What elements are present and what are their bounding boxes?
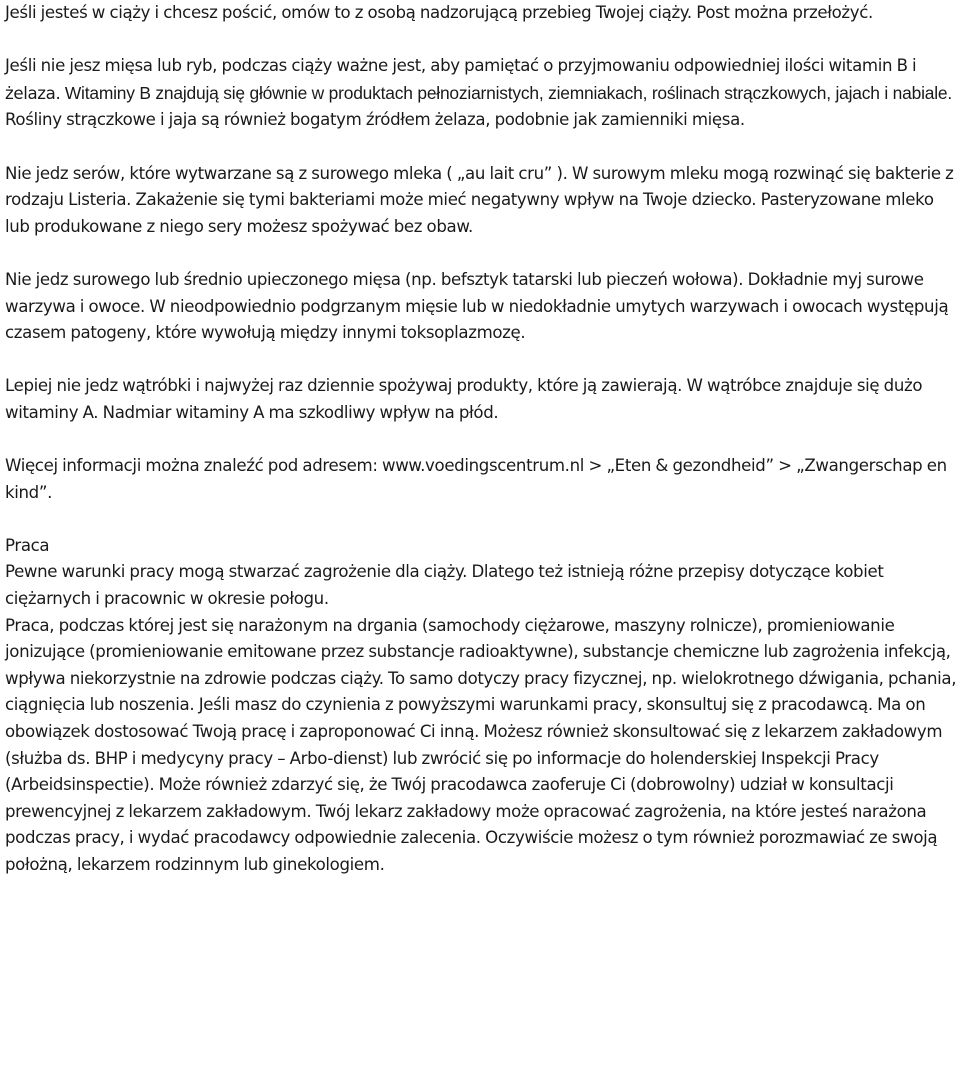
text-listeria: W surowym mleku mogą rozwinąć się bakterie z rodzaju Listeria. xyxy=(5,163,954,210)
paragraph-gap xyxy=(5,427,957,454)
document-body xyxy=(5,0,957,879)
paragraph-gap xyxy=(5,240,957,267)
paragraph-gap xyxy=(5,27,957,54)
text-vitamin-b-sources: Witaminy B znajdują się głównie w produktach pełnoziarnistych, ziemniakach, roślinach strączkowych, jajach i nabiale. xyxy=(64,82,952,103)
paragraph-gap xyxy=(5,506,957,533)
text-wash-vegetables: Dokładnie myj surowe warzywa i owoce. xyxy=(5,269,924,316)
text-fasting: Jeśli jesteś w ciąży i chcesz pościć, omów to z osobą nadzorującą przebieg Twojej ciąży. Post można przełożyć. xyxy=(5,3,873,22)
paragraph-gap xyxy=(5,134,957,161)
paragraph-raw-cheese xyxy=(5,161,957,241)
text-infection-effect: Zakażenie się tymi bakteriami może mieć negatywny wpływ na Twoje dziecko. xyxy=(135,190,757,210)
paragraph-work-intro xyxy=(5,559,957,612)
paragraph-raw-meat xyxy=(5,267,957,347)
paragraph-liver xyxy=(5,373,957,426)
paragraph-fasting xyxy=(5,0,957,27)
text-raw-meat: Nie jedz surowego lub średnio upieczonego mięsa (np. befsztyk tatarski lub pieczeń wołowa). xyxy=(5,269,744,289)
text-work-regulations: Dlatego też istnieją różne przepisy dotyczące kobiet ciężarnych i pracownic w okresie połogu. xyxy=(5,562,884,609)
text-vitamin-a: W wątróbce znajduje się dużo witaminy A. xyxy=(5,376,923,422)
paragraph-work-details xyxy=(5,613,957,879)
text-liver: Lepiej nie jedz wątróbki i najwyżej raz dziennie spożywaj produkty, które ją zawierają. xyxy=(5,376,683,396)
paragraph-more-info xyxy=(5,453,957,506)
text-more-info: Więcej informacji można znaleźć pod adresem: www.voedingscentrum.nl > „Eten & gezondheid” > „Zwangerschap en kind”. xyxy=(5,456,947,502)
text-work-details: Praca, podczas której jest się narażonym na drgania (samochody ciężarowe, maszyny rolnicze), promieniowanie jonizujące (promieniowanie emitowane przez substancje radioaktywne), substancje chemiczne lub zagrożenia infekcją, wpływa niekorzystnie na zdrowie podczas ciąży. To samo dotyczy pracy fizycznej, np. wielokrotnego dźwigania, pchania, ciągnięcia lub noszenia. Jeśli masz do czynienia z powyższymi warunkami pracy, skonsultuj się z pracodawcą. Ma on obowiązek dostosować Twoją pracę i zaproponować Ci inną. Możesz również skonsultować się z lekarzem zakładowym (służba ds. BHP i medycyny pracy – Arbo-dienst) lub zwrócić się po informacje do holenderskiej Inspekcji Pracy (Arbeidsinspectie). Może również zdarzyć się, że Twój pracodawca zaoferuje Ci (dobrowolny) udział w konsultacji prewencyjnej z lekarzem zakładowym. Twój lekarz zakładowy może opracować zagrożenia, na które jesteś narażona podczas pracy, i wydać pracodawcy odpowiednie zalecenia. Oczywiście możesz o tym również porozmawiać ze swoją położną, lekarzem rodzinnym lub ginekologiem. xyxy=(5,615,957,874)
text-vegetarian-intro: Jeśli nie jesz mięsa lub ryb, podczas ciąży ważne jest, aby pamiętać o przyjmowaniu odpowiedniej ilości witamin B i żelaza. xyxy=(5,56,917,103)
paragraph-vegetarian xyxy=(5,53,957,134)
text-toxoplasmosis: W nieodpowiednio podgrzanym mięsie lub w niedokładnie umytych warzywach i owocach występują czasem patogeny, które wywołują między innymi toksoplazmozę. xyxy=(5,296,949,343)
text-pasteurized: Pasteryzowane mleko lub produkowane z niego sery możesz spożywać bez obaw. xyxy=(5,190,934,236)
section-heading-work: Praca xyxy=(5,535,50,555)
text-work-risk: Pewne warunki pracy mogą stwarzać zagrożenie dla ciąży. xyxy=(5,562,468,582)
paragraph-gap xyxy=(5,347,957,374)
text-raw-cheese: Nie jedz serów, które wytwarzane są z surowego mleka ( „au lait cru” ). xyxy=(5,163,568,183)
text-iron-sources: Rośliny strączkowe i jaja są również bogatym źródłem żelaza, podobnie jak zamienniki mięsa. xyxy=(5,110,745,130)
text-vitamin-a-excess: Nadmiar witaminy A ma szkodliwy wpływ na płód. xyxy=(102,402,499,422)
